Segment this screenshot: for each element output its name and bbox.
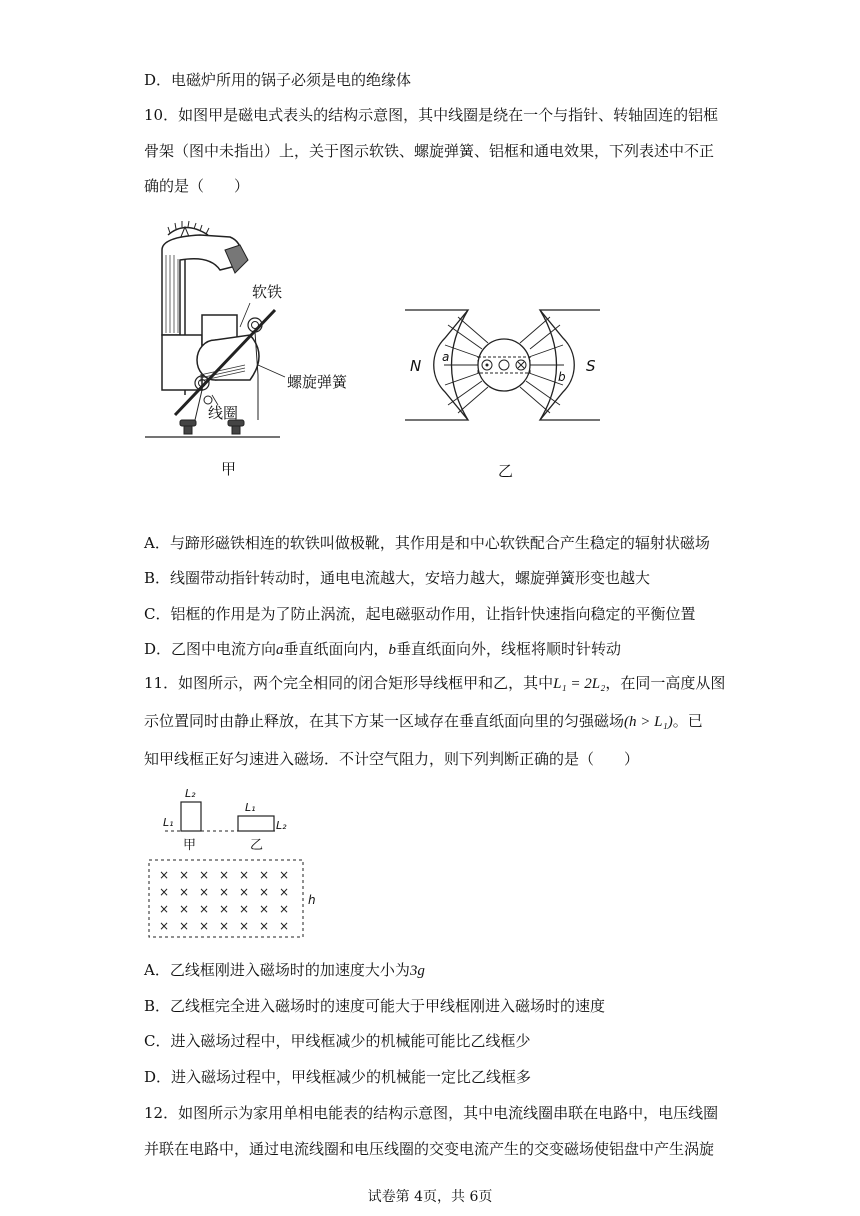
field-crosses: [159, 868, 289, 933]
field-cross: ×: [179, 902, 190, 916]
q11-option-c: C．进入磁场过程中，甲线框减少的机械能可能比乙线框少: [144, 1032, 531, 1050]
q11-stem-line2: 示位置同时由静止释放，在其下方某一区域存在垂直纸面向里的匀强磁场(h > L₁)。已: [144, 712, 703, 730]
label-l1-top: L₁: [245, 801, 256, 814]
label-l2-right: L₂: [276, 819, 287, 832]
figure-radial-field-yi: [400, 305, 610, 425]
caption-jia: 甲: [221, 460, 237, 478]
q12-stem-line2: 并联在电路中，通过电流线圈和电压线圈的交变电流产生的交变磁场使铝盘中产生涡旋: [144, 1140, 715, 1158]
frame-yi: [238, 816, 274, 831]
field-cross: ×: [179, 868, 190, 882]
field-cross: ×: [279, 885, 290, 899]
field-cross: ×: [239, 868, 250, 882]
field-cross: ×: [279, 902, 290, 916]
field-cross: ×: [199, 902, 210, 916]
q9-option-d: D．电磁炉所用的锅子必须是电的绝缘体: [144, 71, 412, 89]
q10-option-a: A．与蹄形磁铁相连的软铁叫做极靴，其作用是和中心软铁配合产生稳定的辐射状磁场: [144, 534, 710, 552]
q10-stem-line2: 骨架（图中未指出）上，关于图示软铁、螺旋弹簧、铝框和通电效果，下列表述中不正: [144, 142, 715, 160]
field-cross: ×: [259, 919, 270, 933]
label-b: b: [558, 370, 566, 384]
q10-stem-line1: 10．如图甲是磁电式表头的结构示意图，其中线圈是绕在一个与指针、转轴固连的铝框: [144, 106, 719, 124]
field-cross: ×: [279, 919, 290, 933]
field-cross: ×: [259, 885, 270, 899]
label-a: a: [442, 350, 450, 364]
q12-stem-line1: 12．如图所示为家用单相电能表的结构示意图，其中电流线圈串联在电路中，电压线圈: [144, 1104, 719, 1122]
label-s-pole: S: [586, 357, 596, 375]
label-coil: 线圈: [208, 404, 239, 422]
q10-stem-line3: 确的是（ ）: [144, 177, 250, 195]
label-l2-top: L₂: [185, 787, 196, 800]
field-cross: ×: [239, 902, 250, 916]
q10-option-b: B．线圈带动指针转动时，通电电流越大，安培力越大，螺旋弹簧形变也越大: [144, 569, 651, 587]
field-cross: ×: [179, 885, 190, 899]
field-cross: ×: [199, 868, 210, 882]
page-footer: 试卷第 4页，共 6页: [367, 1189, 493, 1205]
field-cross: ×: [279, 868, 290, 882]
field-cross: ×: [259, 902, 270, 916]
label-spiral-spring: 螺旋弹簧: [287, 373, 348, 391]
field-cross: ×: [159, 919, 170, 933]
field-cross: ×: [219, 902, 230, 916]
q11-option-d: D．进入磁场过程中，甲线框减少的机械能一定比乙线框多: [144, 1068, 532, 1086]
q10-option-c: C．铝框的作用是为了防止涡流，起电磁驱动作用，让指针快速指向稳定的平衡位置: [144, 605, 696, 623]
caption-frame-yi: 乙: [250, 838, 264, 853]
field-cross: ×: [219, 919, 230, 933]
field-cross: ×: [259, 868, 270, 882]
q11-option-a: A．乙线框刚进入磁场时的加速度大小为3g: [144, 961, 425, 979]
caption-yi: 乙: [498, 462, 514, 480]
figure-frames-field: [145, 782, 335, 942]
q11-stem-line3: 知甲线框正好匀速进入磁场．不计空气阻力，则下列判断正确的是（ ）: [144, 750, 640, 768]
field-cross: ×: [199, 885, 210, 899]
field-cross: ×: [159, 902, 170, 916]
frame-jia: [181, 802, 201, 831]
field-cross: ×: [219, 868, 230, 882]
field-cross: ×: [219, 885, 230, 899]
field-cross: ×: [239, 919, 250, 933]
field-cross: ×: [159, 885, 170, 899]
field-cross: ×: [199, 919, 210, 933]
field-cross: ×: [179, 919, 190, 933]
q11-option-b: B．乙线框完全进入磁场时的速度可能大于甲线框刚进入磁场时的速度: [144, 997, 606, 1015]
field-cross: ×: [239, 885, 250, 899]
q11-stem-line1: 11．如图所示，两个完全相同的闭合矩形导线框甲和乙，其中L₁ = 2L₂，在同一高度从图: [144, 674, 726, 692]
figure-galvanometer-jia: [140, 215, 400, 475]
field-cross: ×: [159, 868, 170, 882]
label-n-pole: N: [410, 357, 422, 375]
label-l1-left: L₁: [163, 816, 174, 829]
caption-frame-jia: 甲: [183, 838, 197, 853]
q10-option-d: D．乙图中电流方向a垂直纸面向内，b垂直纸面向外，线框将顺时针转动: [144, 640, 622, 658]
label-soft-iron: 软铁: [252, 283, 283, 301]
label-h: h: [308, 893, 316, 907]
